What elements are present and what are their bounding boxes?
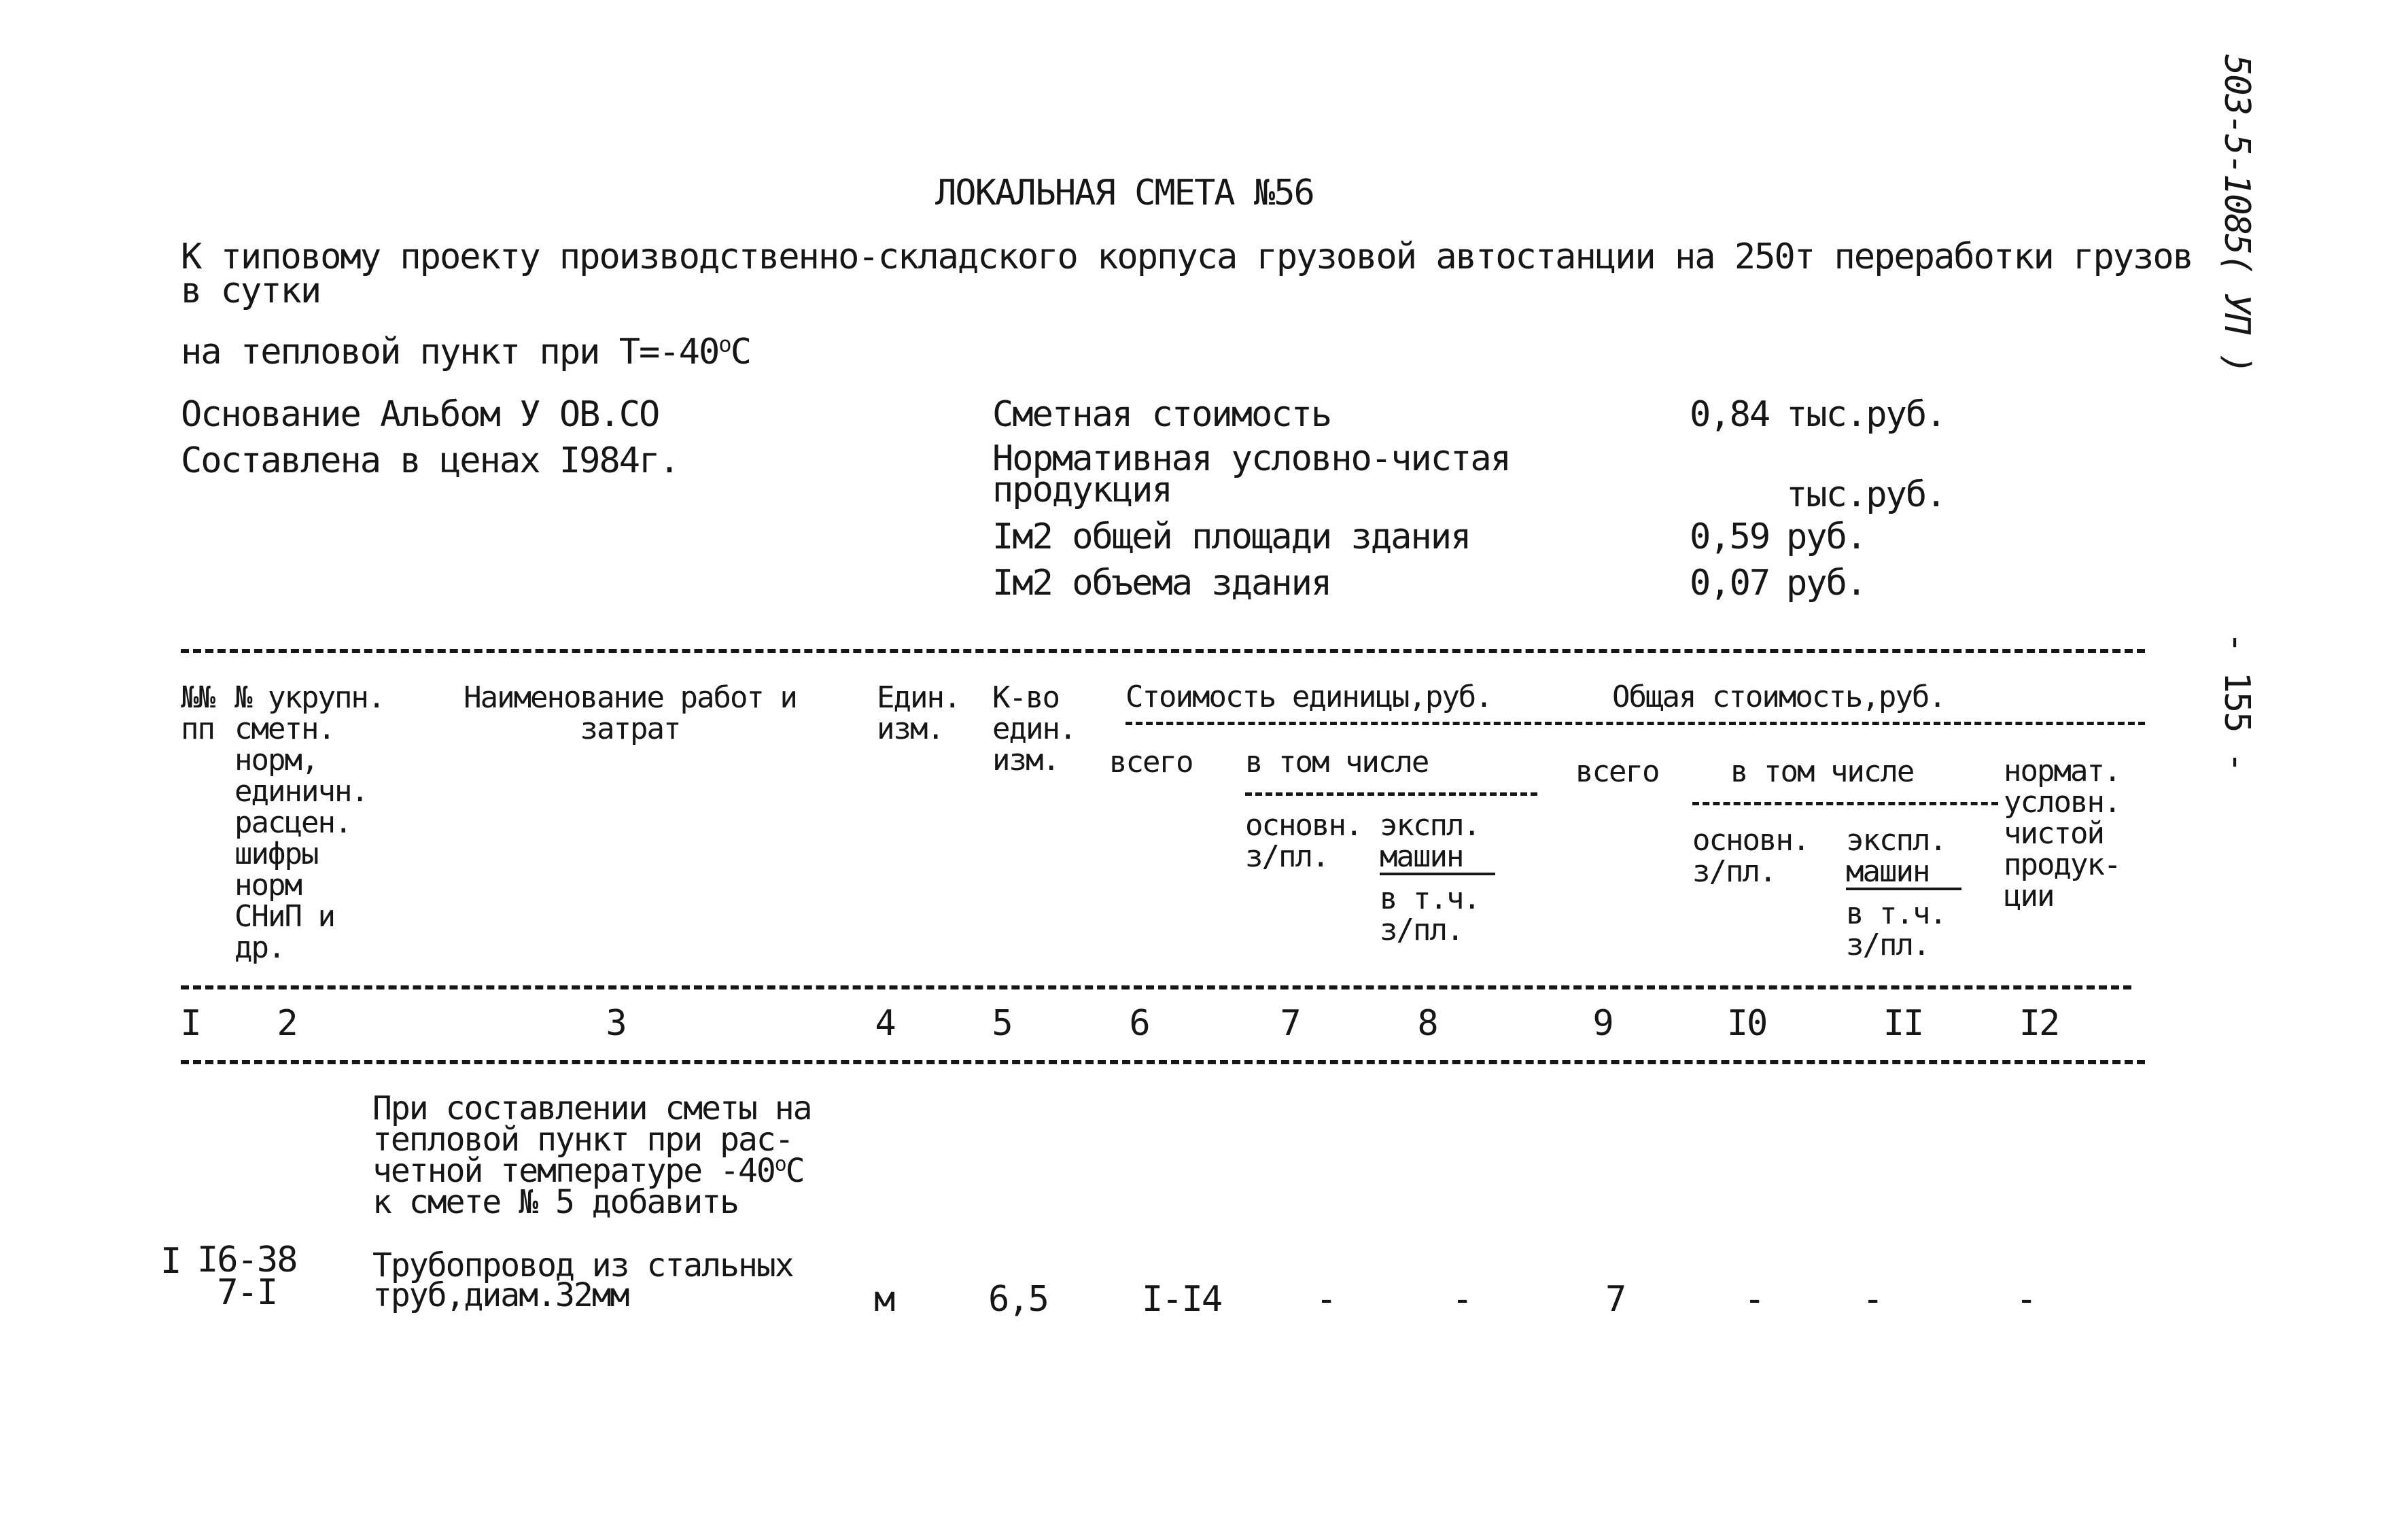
col-number: 2 (277, 1003, 297, 1044)
header-unit-wage: основн. з/пл. (1245, 808, 1362, 874)
header-unit-incl: в том числе (1245, 745, 1429, 779)
col-number: I (180, 1003, 200, 1044)
header-col-unit: Един. изм. (877, 680, 960, 746)
row-unit-total: I-I4 (1142, 1279, 1222, 1320)
subtitle-line-2: в сутки (181, 270, 321, 311)
row-name: Трубопровод из стальных труб,диам.32мм (372, 1246, 793, 1314)
page-number: - 155 - (2216, 632, 2257, 772)
header-unit-machines-underline (1380, 873, 1495, 875)
purpose-text: на тепловой пункт при Т=-40 (181, 332, 719, 372)
basis: Основание Альбом У ОВ.СО (181, 394, 659, 435)
summary-label: Iм2 объема здания (992, 563, 1331, 603)
header-total-incl: в том числе (1730, 754, 1914, 789)
row-number: I (160, 1241, 181, 1282)
summary-unit: руб. (1786, 516, 1866, 557)
purpose-unit: С (730, 332, 751, 372)
header-unit-total: всего (1109, 745, 1193, 779)
col-number: 7 (1280, 1003, 1300, 1044)
header-unit-machines-wage: в т.ч. з/пл. (1380, 881, 1480, 947)
note-last-line: к смете № 5 добавить (372, 1183, 738, 1221)
row-total-machines: - (1862, 1279, 1883, 1320)
col-number: II (1883, 1003, 1923, 1044)
row-qty: 6,5 (988, 1279, 1048, 1320)
row-total-wage: - (1744, 1279, 1764, 1320)
summary-value: 0,59 (1690, 516, 1770, 557)
col-number: 6 (1129, 1003, 1149, 1044)
col-number: 3 (606, 1003, 626, 1044)
document-title: ЛОКАЛЬНАЯ СМЕТА №56 (935, 173, 1314, 213)
summary-unit: тыс.руб. (1786, 474, 1946, 515)
project-code: 503-5-1085( УП ) (2216, 54, 2257, 373)
purpose-line (181, 331, 751, 372)
summary-label: Iм2 общей площади здания (992, 516, 1471, 557)
header-unit-machines: экспл. машин (1380, 808, 1480, 874)
row-code: I6-38 7-I (197, 1240, 297, 1313)
row-norm-net-output: - (2016, 1279, 2036, 1320)
header-group-rule (1126, 722, 2145, 725)
header-total-machines-wage: в т.ч. з/пл. (1846, 896, 1946, 962)
header-total-machines-underline (1846, 888, 1961, 890)
summary-value: 0,84 (1690, 394, 1770, 435)
subtitle-line-1: К типовому проекту производственно-складского корпуса грузовой автостанции на 250т переработки грузов (181, 236, 2193, 277)
col-number: I2 (2019, 1003, 2059, 1044)
degree-sign: о (718, 331, 731, 357)
header-total-cost-group: Общая стоимость,руб. (1612, 680, 1945, 714)
row-unit-wage: - (1316, 1279, 1336, 1320)
summary-label: Нормативная условно-чистая продукция (992, 438, 1510, 510)
row-unit-machines: - (1452, 1279, 1472, 1320)
header-col-row-num: №№ пп (181, 680, 214, 746)
col-number: 9 (1592, 1003, 1613, 1044)
col-number: 4 (875, 1003, 895, 1044)
row-total: 7 (1605, 1279, 1626, 1320)
header-norm-net-output: нормат. условн. чистой продук- ции (2004, 754, 2121, 913)
header-unit-cost-group: Стоимость единицы,руб. (1126, 680, 1492, 714)
note (372, 1089, 812, 1221)
note-text: При составлении сметы на тепловой пункт при рас- четной температуре -40 (372, 1089, 812, 1190)
header-total-incl-rule (1692, 802, 1998, 805)
degree-sign: о (774, 1152, 786, 1176)
header-total-wage: основн. з/пл. (1692, 823, 1809, 889)
header-bottom-rule (181, 985, 2131, 989)
row-unit: м (874, 1279, 894, 1320)
col-number: 5 (992, 1003, 1012, 1044)
table-top-rule (181, 649, 2145, 653)
column-numbers-rule (181, 1060, 2145, 1064)
header-col-qty: К-во един. изм. (992, 680, 1076, 777)
prices-year: Составлена в ценах I984г. (181, 440, 679, 481)
summary-unit: тыс.руб. (1786, 394, 1946, 435)
header-unit-incl-rule (1245, 792, 1537, 796)
summary-value: 0,07 (1690, 563, 1770, 603)
col-number: 8 (1417, 1003, 1437, 1044)
header-total-all: всего (1575, 754, 1659, 789)
header-col-code: № укрупн. сметн. норм, единичн. расцен. шифры норм СНиП и др. (234, 680, 385, 965)
note-unit: С (785, 1152, 804, 1190)
summary-unit: руб. (1786, 563, 1866, 603)
summary-label: Сметная стоимость (992, 394, 1331, 435)
col-number: I0 (1726, 1003, 1767, 1044)
header-total-machines: экспл. машин (1846, 823, 1946, 889)
header-col-name: Наименование работ и затрат (464, 680, 797, 746)
